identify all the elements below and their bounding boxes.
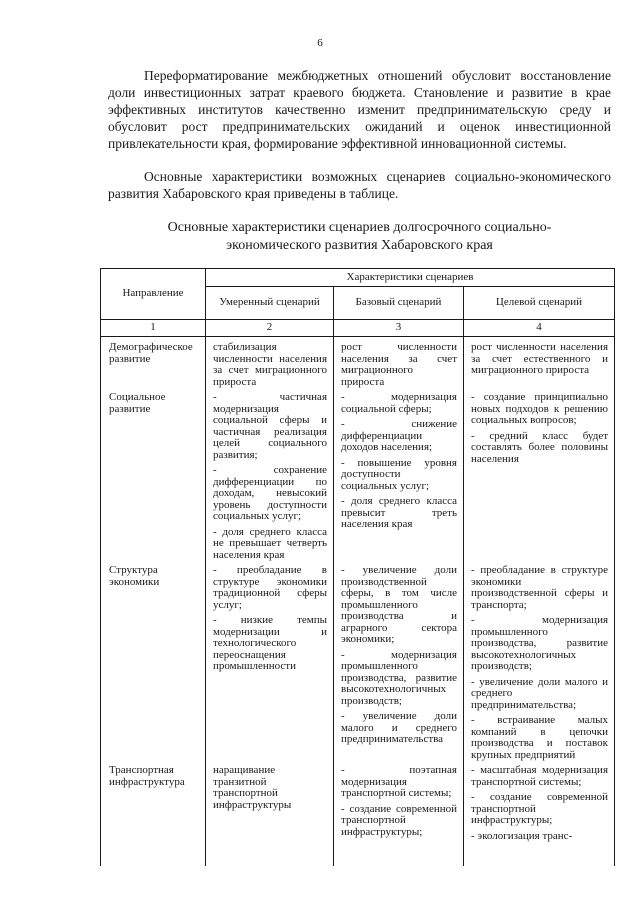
row-direction: Социальное развитие [101,392,206,565]
list-item: - средний класс будет составлять более половины населения [471,429,609,465]
table-row [101,765,615,846]
list-item: - снижение дифференциации доходов населения; [341,418,457,453]
list-item: рост численности населения за счет миграционного прироста [341,341,457,388]
moderate-cell [206,565,334,765]
row-direction: Транспортная инфраструктура [101,765,206,846]
scenarios-table [100,268,615,866]
base-cell [334,765,464,846]
header-moderate-scenario: Умеренный сценарий [206,287,334,320]
table-title-line-1: Основные характеристики сценариев долгосрочного социально- [167,220,552,235]
row-direction: Структура экономики [101,565,206,765]
header-target-scenario: Целевой сценарий [464,287,615,320]
list-item: - повышение уровня доступности социальных услуг; [341,456,457,492]
header-direction: Направление [101,269,206,320]
target-cell [464,342,615,392]
base-cell [334,392,464,565]
list-item: - масштабная модернизация транспортной системы; [471,764,609,788]
table-row [101,342,615,392]
list-item: - увеличение доли малого и среднего предпринимательства [341,710,457,745]
column-index-4: 4 [464,320,615,337]
row-direction: Демографическое развитие [101,342,206,392]
list-item: - увеличение доли производственной сферы, в том числе промышленного производства и аграрного сектора экономики; [341,564,457,645]
list-item: - модернизация промышленного производства, развитие высокотехнологичных производств; [471,614,609,672]
list-item: - преобладание в структуре экономики производственной сферы и транспорта; [471,564,609,611]
column-index-1: 1 [101,320,206,337]
target-cell [464,565,615,765]
moderate-cell [206,765,334,846]
list-item: - модернизация социальной сферы; [341,391,457,415]
list-item: - сохранение дифференциации по доходам, невысокий уровень доступности социальных услуг; [213,464,327,522]
paragraph-1-text: Переформатирование межбюджетных отношений обусловит восстановление доли инвестиционных затрат краевого бюджета. Становление и развитие в крае эффективных институтов качественно изменит предпринимательскую среду и обусловит рост предпринимательских ожиданий и оценок инвестиционной привлекательности края, формирование эффективной инновационной системы. [108,68,611,151]
list-item: - поэтапная модернизация транспортной системы; [341,764,457,799]
list-item: - увеличение доли малого и среднего предпринимательства; [471,675,609,711]
list-item: наращивание транзитной транспортной инфраструктуры [213,764,292,811]
list-item: - модернизация промышленного производства, развитие высокотехнологичных производств; [341,648,457,707]
header-base-scenario: Базовый сценарий [334,287,464,320]
list-item: - создание современной транспортной инфраструктуры; [341,802,457,838]
list-item: - низкие темпы модернизации и технологического переоснащения промышленности [213,614,327,672]
table-title-line-2: экономического развития Хабаровского края [226,238,493,253]
paragraph-2 [108,168,611,202]
list-item: - доля среднего класса не превышает четверть населения края [213,525,327,561]
column-index-3: 3 [334,320,464,337]
list-item: - частичная модернизация социальной сферы и частичная реализация целей социального развития; [213,391,327,461]
base-cell [334,565,464,765]
paragraph-1 [108,67,611,152]
paragraph-2-text: Основные характеристики возможных сценариев социально-экономического развития Хабаровского края приведены в таблице. [108,169,611,201]
column-index-2: 2 [206,320,334,337]
list-item: - создание принципиально новых подходов к решению социальных вопросов; [471,391,609,426]
table-row [101,392,615,565]
table-title [108,219,611,255]
list-item: - доля среднего класса превысит треть населения края [341,495,457,530]
header-characteristics: Характеристики сценариев [206,269,615,287]
page-number: 6 [317,37,323,49]
list-item: - создание современной транспортной инфраструктуры; [471,791,609,826]
target-cell [464,765,615,846]
list-item: - экологизация транс- [471,829,573,842]
moderate-cell [206,392,334,565]
list-item: - встраивание малых компаний в цепочки производства и поставок крупных предприятий [471,714,609,761]
target-cell [464,392,615,565]
list-item: рост численности населения за счет естественного и миграционного прироста [471,341,609,376]
table-row [101,565,615,765]
list-item: стабилизация численности населения за счет миграционного прироста [213,341,327,388]
moderate-cell [206,342,334,392]
base-cell [334,342,464,392]
list-item: - преобладание в структуре экономики традиционной сферы услуг; [213,564,327,611]
